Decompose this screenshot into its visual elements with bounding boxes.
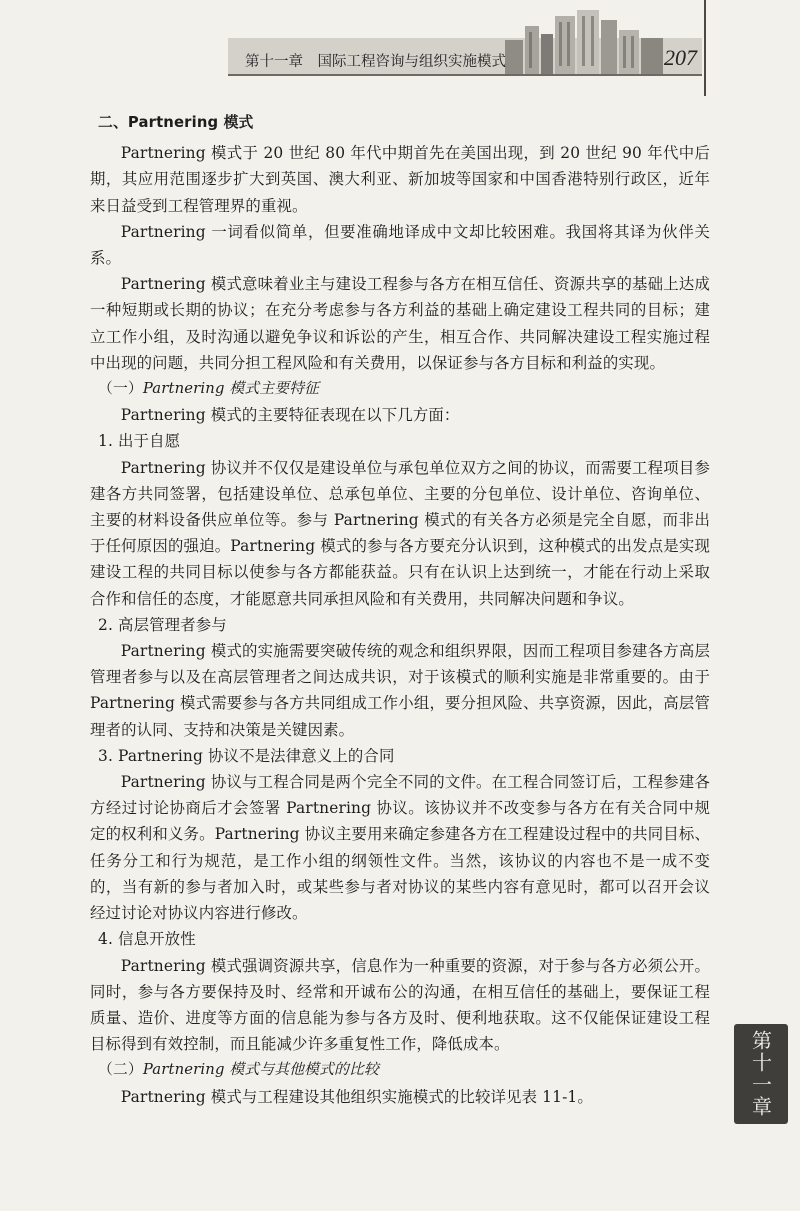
side-tab-label: 第十一章 xyxy=(748,1030,773,1118)
subsection-number: （一） xyxy=(98,380,143,398)
item-heading: 2. 高层管理者参与 xyxy=(98,615,227,634)
paragraph: Partnering 协议与工程合同是两个完全不同的文件。在工程合同签订后，工程参建各方经过讨论协商后才会签署 Partnering 协议。该协议并不改变参与各方在有关合同中规定的权利和义务。Partnering 协议主要用来确定参建各方在工程建设过程中的共同目标、任务分工和行为规范，是工作小组的纲领性文件。当然，该协议的内容也不是一成不变的，当有新的参与者加入时，或某些参与者对协议的某些内容有意见时，都可以召开会议经过讨论对协议内容进行修改。 xyxy=(90,773,710,923)
subsection-heading xyxy=(90,376,710,402)
subsection-heading xyxy=(90,1057,710,1083)
header-vertical-rule xyxy=(704,0,706,96)
page-number: 207 xyxy=(664,45,697,70)
paragraph: Partnering 模式意味着业主与建设工程参与各方在相互信任、资源共享的基础上达成一种短期或长期的协议；在充分考虑参与各方利益的基础上确定建设工程共同的目标；建立工作小组，及时沟通以避免争议和诉讼的产生，相互合作、共同解决建设工程实施过程中出现的问题，共同分担工程风险和有关费用，以保证参与各方目标和利益的实现。 xyxy=(90,275,710,372)
item-heading: 4. 信息开放性 xyxy=(98,930,196,949)
section-heading: 二、Partnering 模式 xyxy=(98,114,254,131)
paragraph: Partnering 模式强调资源共享，信息作为一种重要的资源，对于参与各方必须公开。同时，参与各方要保持及时、经常和开诚布公的沟通，在相互信任的基础上，要保证工程质量、造价、进度等方面的信息能为参与各方及时、便利地获取。这不仅能保证建设工程目标得到有效控制，而且能减少许多重复性工作，降低成本。 xyxy=(90,956,710,1054)
body-text xyxy=(90,110,710,1110)
paragraph: Partnering 模式的实施需要突破传统的观念和组织界限，因而工程项目参建各方高层管理者参与以及在高层管理者之间达成共识，对于该模式的顺利实施是非常重要的。由于 Partnering 模式需要参与各方共同组成工作小组，要分担风险、共享资源，因此，高层管理者的认同、支持和决策是关键因素。 xyxy=(90,642,710,739)
item-heading: 1. 出于自愿 xyxy=(98,432,181,451)
subsection-title: Partnering 模式主要特征 xyxy=(142,380,320,398)
chapter-side-tab xyxy=(734,1024,788,1124)
item-heading: 3. Partnering 协议不是法律意义上的合同 xyxy=(98,746,395,765)
paragraph: Partnering 模式与工程建设其他组织实施模式的比较详见表 11-1。 xyxy=(120,1087,593,1106)
chapter-title: 第十一章 国际工程咨询与组织实施模式 xyxy=(245,54,506,70)
paragraph: Partnering 模式于 20 世纪 80 年代中期首先在美国出现，到 20 世纪 90 年代中后期，其应用范围逐步扩大到英国、澳大利亚、新加坡等国家和中国香港特别行政区，近年来日益受到工程管理界的重视。 xyxy=(90,144,710,215)
subsection-number: （二） xyxy=(98,1061,143,1079)
buildings-decoration xyxy=(505,6,665,74)
paragraph: Partnering 模式的主要特征表现在以下几方面： xyxy=(120,406,460,425)
paragraph: Partnering 协议并不仅仅是建设单位与承包单位双方之间的协议，而需要工程项目参建各方共同签署，包括建设单位、总承包单位、主要的分包单位、设计单位、咨询单位、主要的材料设备供应单位等。参与 Partnering 模式的有关各方必须是完全自愿，而非出于任何原因的强迫。Partnering 模式的参与各方要充分认识到，这种模式的出发点是实现建设工程的共同目标以使参与各方都能获益。只有在认识上达到统一，才能在行动上采取合作和信任的态度，才能愿意共同承担风险和有关费用，共同解决问题和争议。 xyxy=(90,458,710,608)
subsection-title: Partnering 模式与其他模式的比较 xyxy=(142,1061,379,1079)
paragraph: Partnering 一词看似简单，但要准确地译成中文却比较困难。我国将其译为伙伴关系。 xyxy=(90,222,710,268)
